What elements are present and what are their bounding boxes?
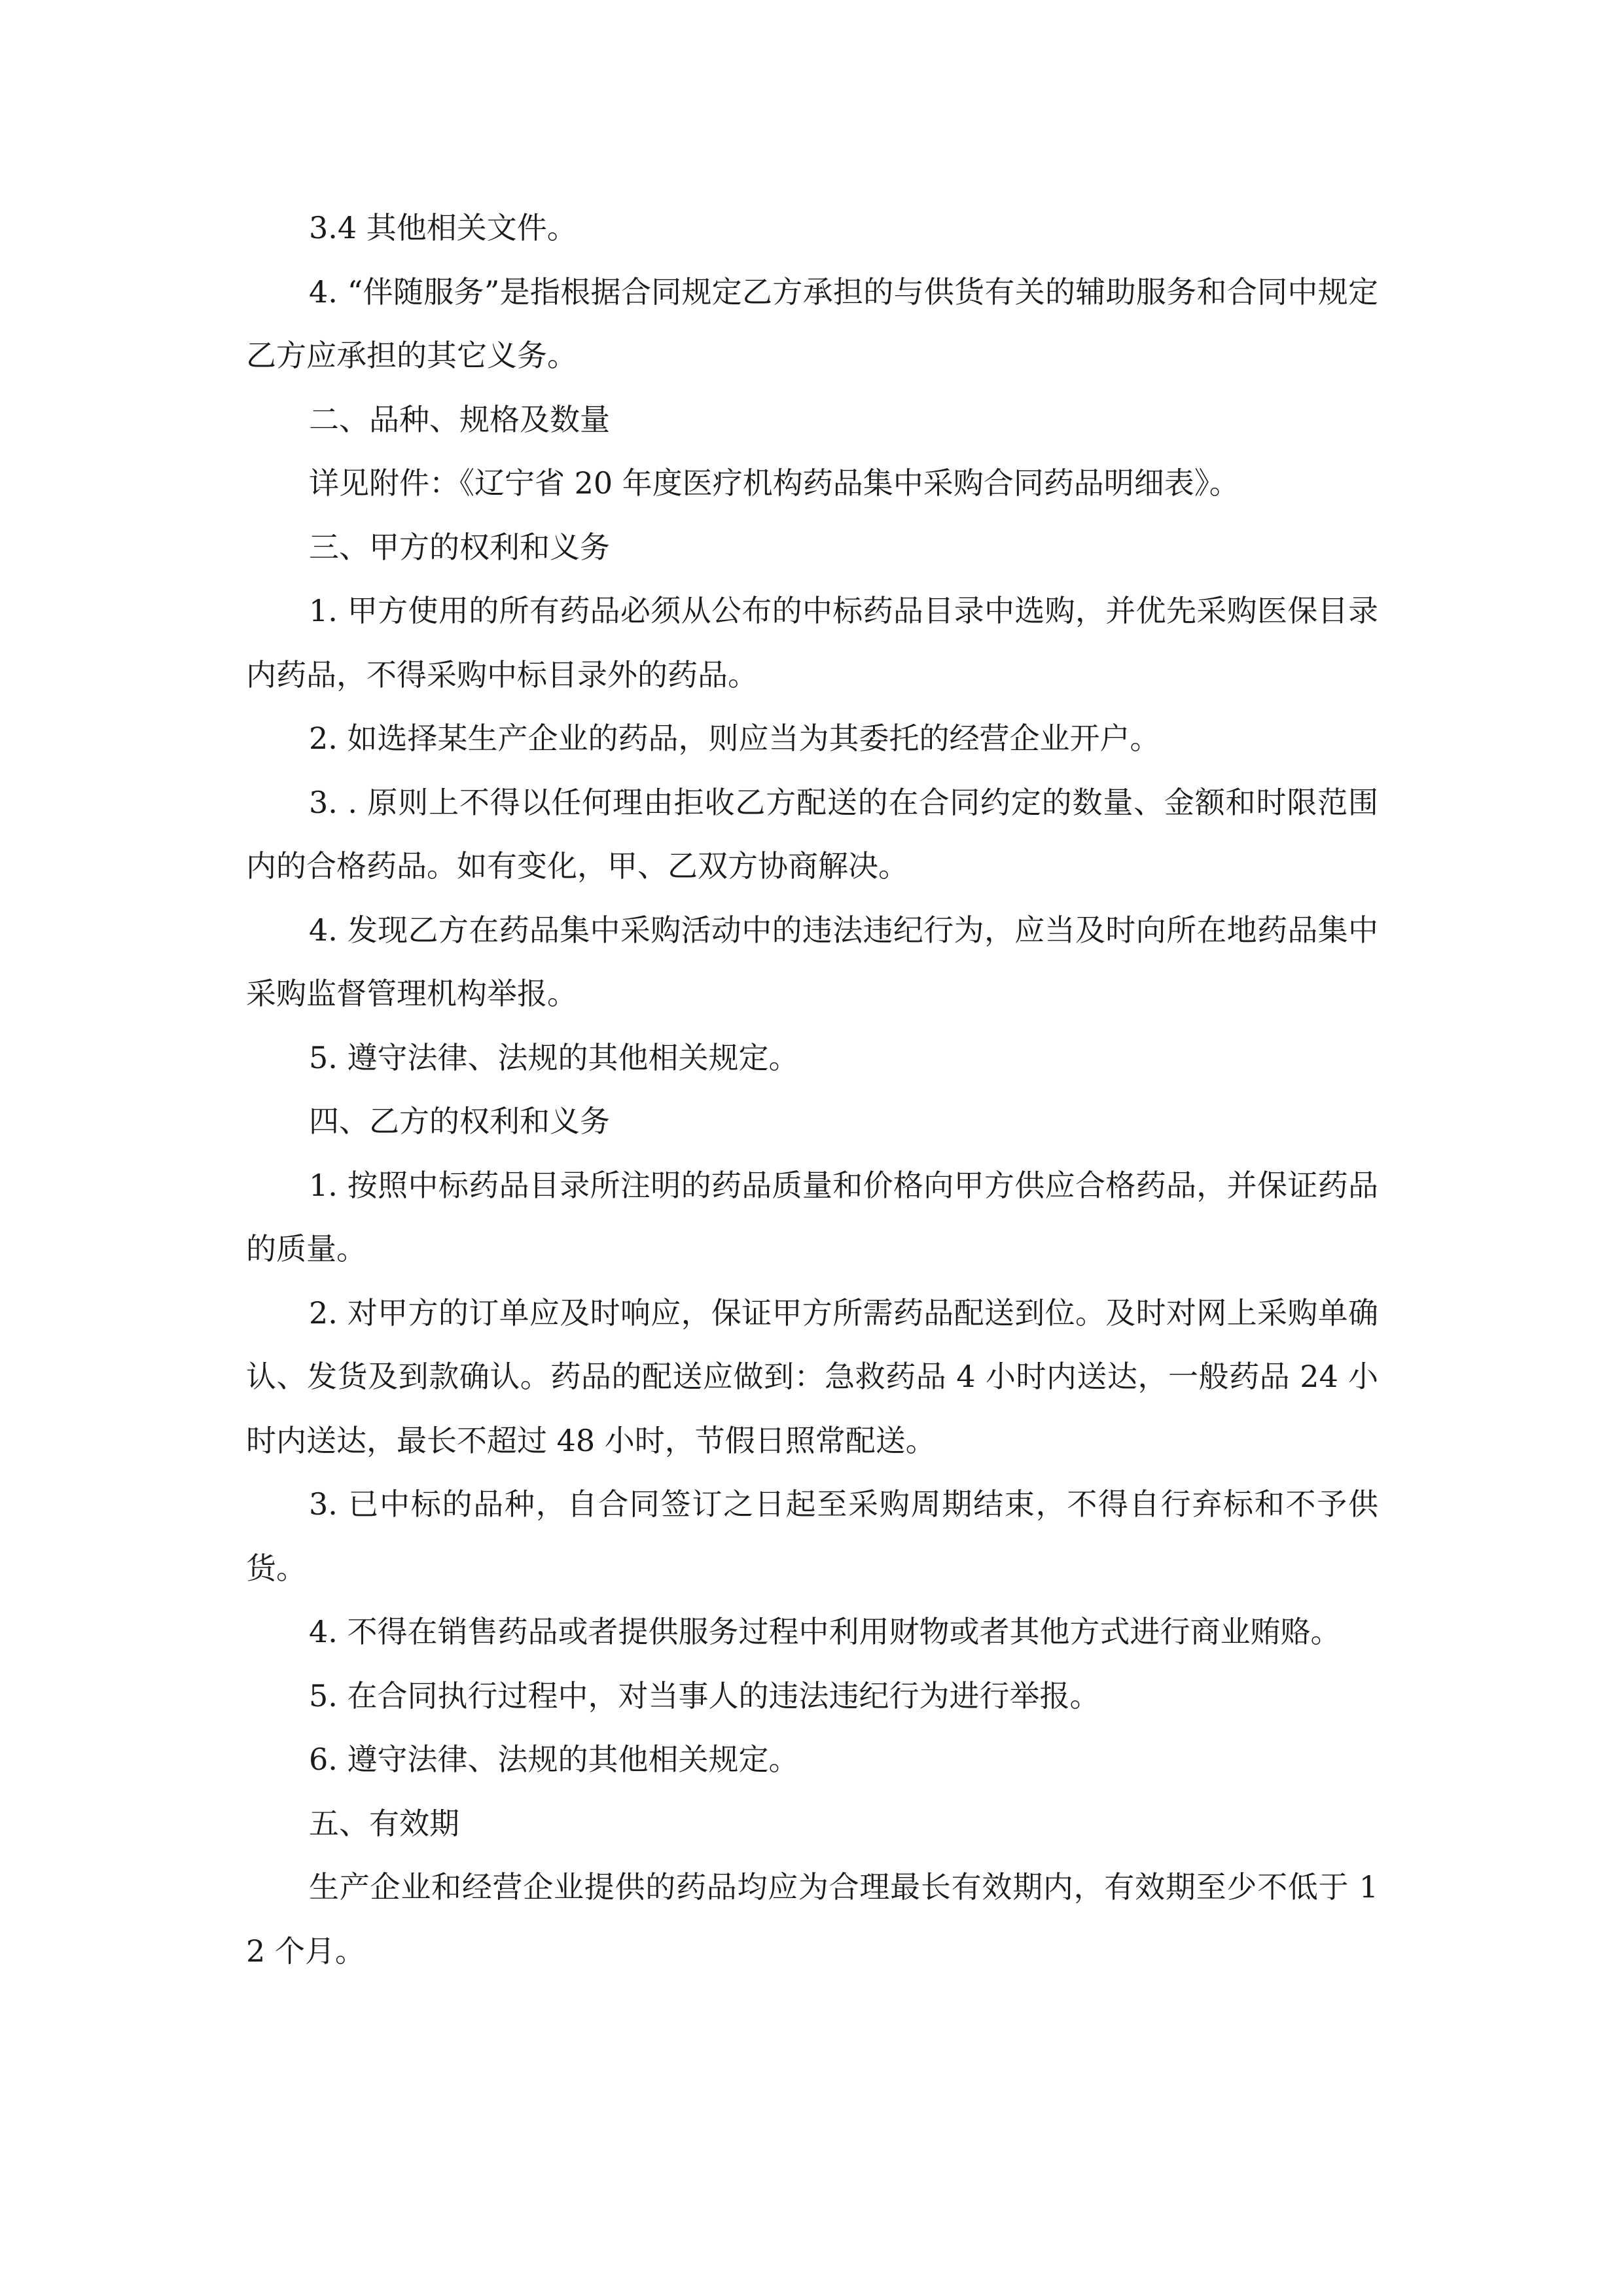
paragraph-accompanying-services: 4. “伴随服务”是指根据合同规定乙方承担的与供货有关的辅助服务和合同中规定乙方应承担的其它义务。 — [246, 274, 1378, 373]
paragraph-attachment-reference: 详见附件：《辽宁省 20 年度医疗机构药品集中采购合同药品明细表》。 — [309, 465, 1240, 501]
paragraph-other-documents: 3.4 其他相关文件。 — [309, 210, 577, 245]
paragraph-party-b-item-2: 2. 对甲方的订单应及时响应，保证甲方所需药品配送到位。及时对网上采购单确认、发货及到款确认。药品的配送应做到：急救药品 4 小时内送达，一般药品 24 小时内送达，最长不超过 48 小时，节假日照常配送。 — [246, 1295, 1378, 1458]
section-heading-party-b: 四、乙方的权利和义务 — [309, 1103, 610, 1139]
paragraph-party-a-item-2: 2. 如选择某生产企业的药品，则应当为其委托的经营企业开户。 — [309, 721, 1160, 756]
paragraph-party-a-item-3: 3. . 原则上不得以任何理由拒收乙方配送的在合同约定的数量、金额和时限范围内的合格药品。如有变化，甲、乙双方协商解决。 — [246, 784, 1378, 884]
paragraph-party-a-item-4: 4. 发现乙方在药品集中采购活动中的违法违纪行为，应当及时向所在地药品集中采购监督管理机构举报。 — [246, 912, 1378, 1011]
paragraph-party-a-item-5: 5. 遵守法律、法规的其他相关规定。 — [309, 1039, 799, 1075]
paragraph-validity-period: 生产企业和经营企业提供的药品均应为合理最长有效期内，有效期至少不低于 12 个月。 — [246, 1869, 1378, 1969]
paragraph-party-b-item-6: 6. 遵守法律、法规的其他相关规定。 — [309, 1742, 799, 1777]
paragraph-party-b-item-5: 5. 在合同执行过程中，对当事人的违法违纪行为进行举报。 — [309, 1677, 1100, 1713]
paragraph-party-b-item-4: 4. 不得在销售药品或者提供服务过程中利用财物或者其他方式进行商业贿赂。 — [309, 1614, 1341, 1649]
document-body — [246, 196, 1378, 1983]
paragraph-party-a-item-1: 1. 甲方使用的所有药品必须从公布的中标药品目录中选购，并优先采购医保目录内药品，不得采购中标目录外的药品。 — [246, 593, 1378, 692]
section-heading-varieties: 二、品种、规格及数量 — [309, 401, 610, 437]
paragraph-party-b-item-1: 1. 按照中标药品目录所注明的药品质量和价格向甲方供应合格药品，并保证药品的质量。 — [246, 1167, 1378, 1266]
section-heading-party-a: 三、甲方的权利和义务 — [309, 529, 610, 565]
paragraph-party-b-item-3: 3. 已中标的品种，自合同签订之日起至采购周期结束，不得自行弃标和不予供货。 — [246, 1486, 1378, 1586]
section-heading-validity: 五、有效期 — [309, 1805, 459, 1841]
